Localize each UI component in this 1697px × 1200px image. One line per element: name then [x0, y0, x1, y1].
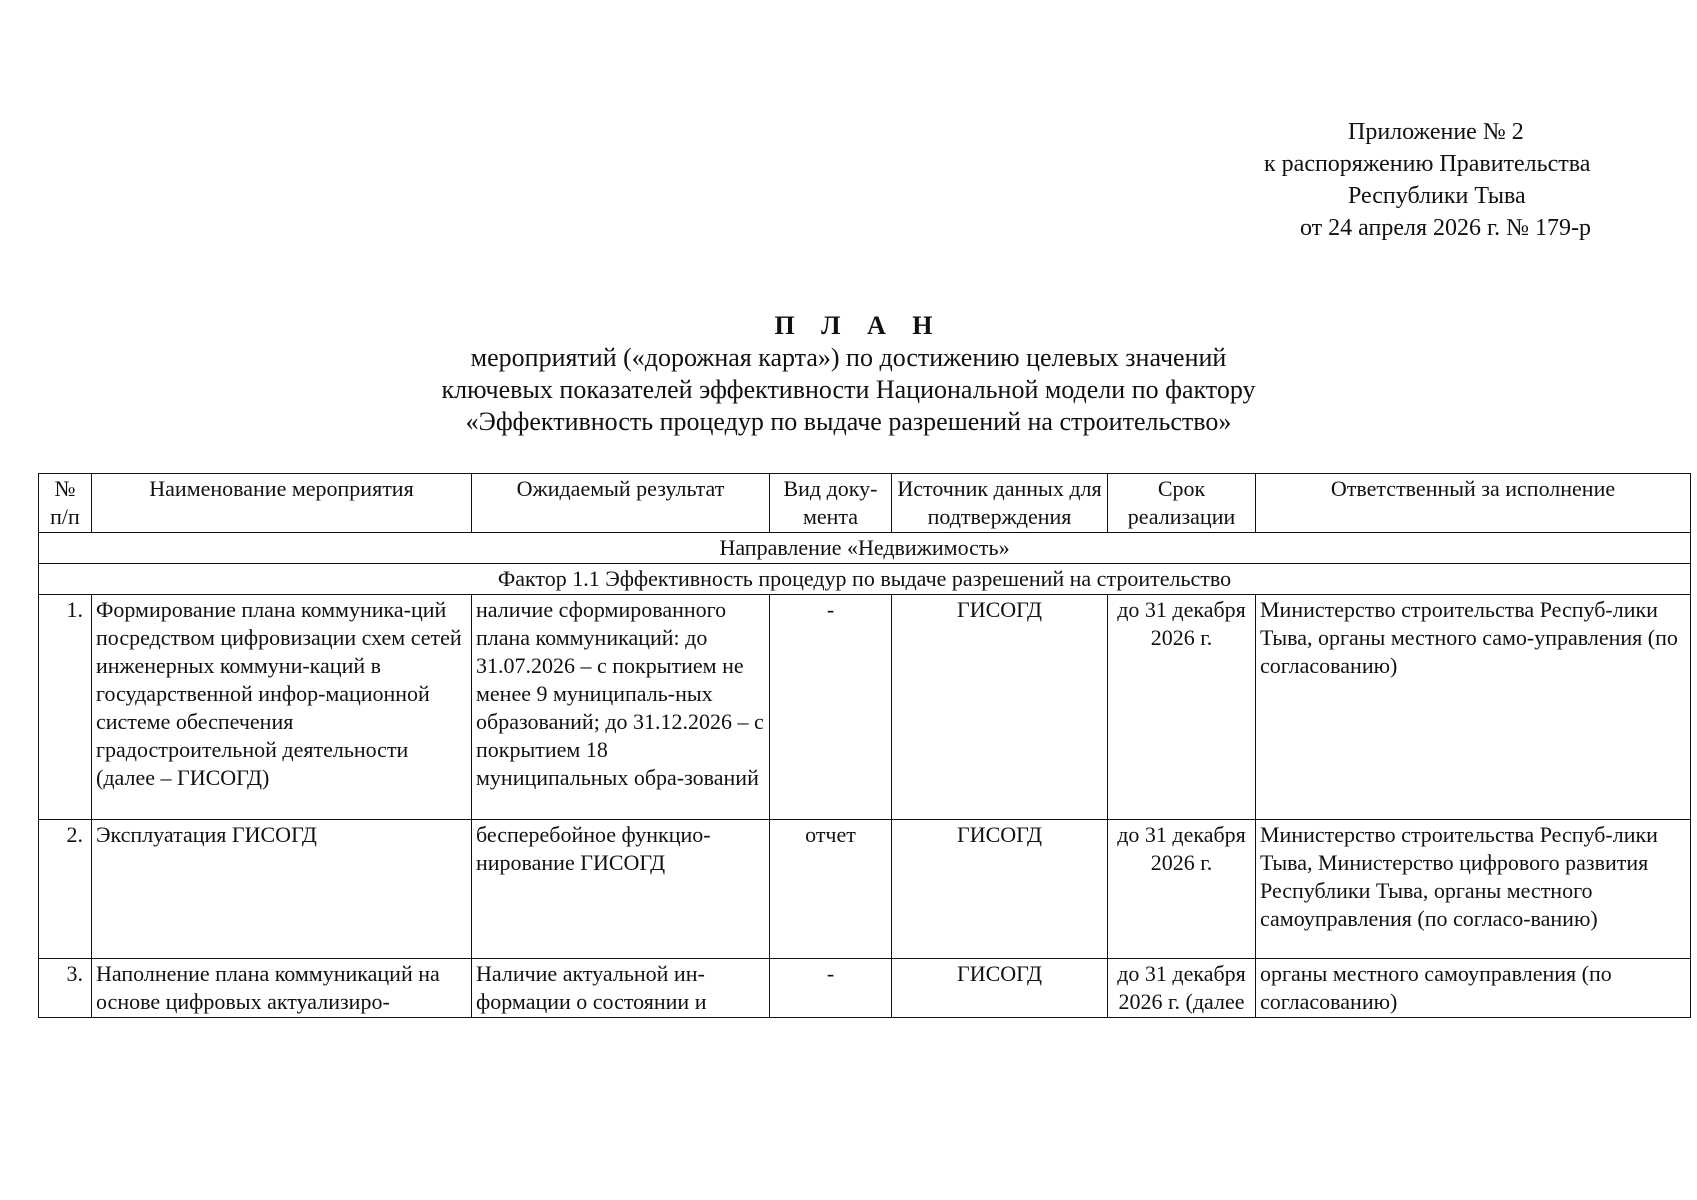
header-doc: Вид доку-мента: [770, 474, 892, 533]
table-row: [39, 959, 1691, 1018]
cell-doc: -: [770, 595, 892, 820]
appendix-line-3: Республики Тыва: [1348, 183, 1526, 209]
table-header-row: [39, 474, 1691, 533]
cell-result: наличие сформированного плана коммуникаций: до 31.07.2026 – с покрытием не менее 9 муниципаль-ных образований; до 31.12.2026 – с покрытием 18 муниципальных обра-зований: [472, 595, 770, 820]
cell-name: Формирование плана коммуника-ций посредством цифровизации схем сетей инженерных коммуни-каций в государственной инфор-мационной системе обеспечения градостроительной деятельности (далее – ГИСОГД): [92, 595, 472, 820]
cell-doc: -: [770, 959, 892, 1018]
cell-result: Наличие актуальной ин-формации о состоянии и: [472, 959, 770, 1018]
cell-name: Эксплуатация ГИСОГД: [92, 820, 472, 959]
header-source: Источник данных для подтверждения: [892, 474, 1108, 533]
header-responsible: Ответственный за исполнение: [1256, 474, 1691, 533]
cell-name: Наполнение плана коммуникаций на основе цифровых актуализиро-: [92, 959, 472, 1018]
cell-source: ГИСОГД: [892, 959, 1108, 1018]
cell-num: 1.: [39, 595, 92, 820]
appendix-header: [1250, 116, 1650, 244]
cell-num: 3.: [39, 959, 92, 1018]
appendix-line-4: от 24 апреля 2026 г. № 179-р: [1300, 215, 1592, 241]
header-term: Срок реализации: [1108, 474, 1256, 533]
cell-term: до 31 декабря 2026 г.: [1108, 595, 1256, 820]
cell-term: до 31 декабря 2026 г. (далее: [1108, 959, 1256, 1018]
cell-source: ГИСОГД: [892, 595, 1108, 820]
appendix-line-1: Приложение № 2: [1348, 119, 1524, 145]
title-line-1: мероприятий («дорожная карта») по достижению целевых значений: [470, 343, 1227, 372]
cell-doc: отчет: [770, 820, 892, 959]
header-result: Ожидаемый результат: [472, 474, 770, 533]
title-line-2: ключевых показателей эффективности Национальной модели по фактору: [441, 375, 1256, 404]
header-name: Наименование мероприятия: [92, 474, 472, 533]
header-num: № п/п: [39, 474, 92, 533]
appendix-line-2: к распоряжению Правительства: [1264, 151, 1591, 177]
document-title: [0, 310, 1697, 438]
cell-source: ГИСОГД: [892, 820, 1108, 959]
cell-result: бесперебойное функцио-нирование ГИСОГД: [472, 820, 770, 959]
factor-row: [39, 564, 1691, 595]
cell-responsible: Министерство строительства Респуб-лики Тыва, Министерство цифрового развития Республики Тыва, органы местного самоуправления (по согласо-ванию): [1256, 820, 1691, 959]
title-line-3: «Эффективность процедур по выдаче разрешений на строительство»: [465, 407, 1232, 436]
factor-label: Фактор 1.1 Эффективность процедур по выдаче разрешений на строительство: [39, 564, 1691, 595]
cell-responsible: органы местного самоуправления (по согласованию): [1256, 959, 1691, 1018]
cell-responsible: Министерство строительства Респуб-лики Тыва, органы местного само-управления (по согласованию): [1256, 595, 1691, 820]
cell-term: до 31 декабря 2026 г.: [1108, 820, 1256, 959]
direction-row: [39, 533, 1691, 564]
plan-heading: П Л А Н: [774, 311, 943, 340]
cell-num: 2.: [39, 820, 92, 959]
direction-label: Направление «Недвижимость»: [39, 533, 1691, 564]
table-row: [39, 820, 1691, 959]
plan-table: [38, 473, 1691, 1018]
table-row: [39, 595, 1691, 820]
